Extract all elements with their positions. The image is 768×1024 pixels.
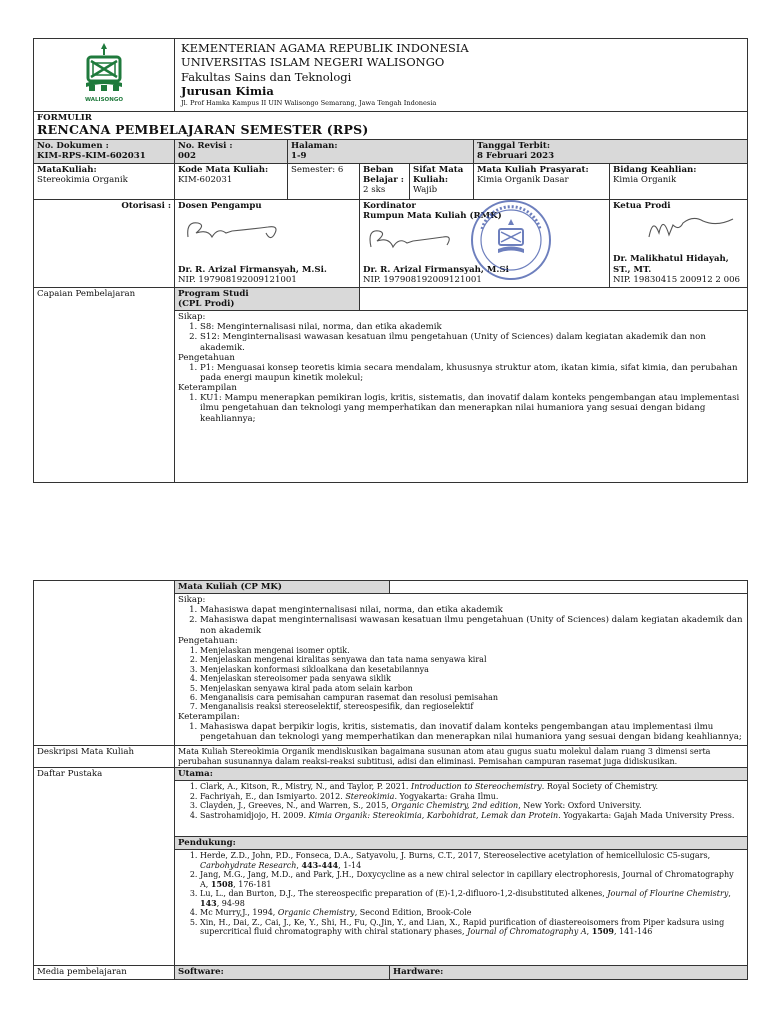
rps-detail-table — [33, 580, 748, 980]
coordinator-signature-icon — [365, 223, 475, 253]
cpmk-pengetahuan-list — [178, 646, 744, 712]
support-ref-cell — [175, 850, 748, 966]
lecturer-nip: NIP. 197908192009121001 — [178, 274, 297, 285]
description-label-cell — [34, 746, 175, 768]
cpl-content-cell — [175, 311, 748, 483]
expertise-value: Kimia Organik — [613, 175, 677, 186]
learning-outcome-label: Capaian Pembelajaran — [37, 288, 136, 299]
list-item: 4. Menjelaskan stereoisomer pada senyawa siklik — [200, 674, 744, 683]
reference-item — [200, 908, 744, 917]
hardware-label: Hardware: — [393, 967, 444, 978]
media-label: Media pembelajaran — [37, 967, 127, 978]
revision-cell — [175, 139, 288, 163]
course-name-label: MataKuliah: — [37, 164, 97, 175]
revision-value: 002 — [178, 151, 196, 162]
software-cell — [175, 966, 390, 979]
cpl-sikap-list — [178, 322, 744, 352]
list-item: 7. Menganalisis reaksi stereoselektif, stereospesifik, dan regioselektif — [200, 702, 744, 711]
list-item: 1. KU1: Mampu menerapkan pemikiran logis, kritis, sistematis, dan inovatif dalam konteks pengembangan atau implementasi ilmu pengetahuan dan teknologi yang memperhatikan dan menerapkan nilai humaniora yang sesuai dengan bidang keahliannya; — [200, 393, 744, 423]
walisongo-logo-icon — [77, 41, 131, 105]
reference-pre: Sastrohamidjojo, H. 2009. — [200, 810, 309, 820]
reference-it: Introduction to Stereochemistry — [411, 782, 542, 792]
cpmk-label-cell — [34, 581, 175, 746]
head-of-program-nip: NIP. 19830415 200912 2 006 — [613, 274, 741, 285]
reference-item — [200, 792, 744, 801]
page-cell — [288, 139, 474, 163]
reference-pre: Mc Murry,J., 1994, — [200, 908, 278, 918]
faculty-name: Fakultas Sains dan Teknologi — [181, 69, 352, 84]
form-title-cell — [34, 112, 748, 140]
reference-post: . Royal Society of Chemistry. — [541, 782, 659, 792]
list-item: 5. Menjelaskan senyawa kiral pada atom selain karbon — [200, 684, 744, 693]
reference-it: Kimia Organik: Stereokimia, Karbohidrat, Lemak dan Protein — [308, 810, 559, 820]
reference-bold: 143 — [200, 897, 217, 908]
semester-value: Semester: 6 — [291, 164, 344, 175]
coordinator-label: Kordinator — [363, 200, 416, 211]
list-item: 2. Mahasiswa dapat menginternalisasi wawasan kesatuan ilmu pengetahuan (Unity of Sciences) dalam kegiatan akademik dan non akademik — [200, 615, 744, 635]
main-ref-heading-cell — [175, 768, 748, 781]
cpl-heading-2: (CPL Prodi) — [178, 299, 235, 310]
credit-cell — [360, 163, 410, 199]
reference-pre: Fachriyah, E., dan Ismiyarto. 2012. — [200, 791, 346, 801]
media-label-cell — [34, 966, 175, 979]
cpl-heading-spacer — [360, 287, 748, 310]
reference-pre: Clayden, J., Greeves, N., and Warren, S., 2015, — [200, 801, 392, 811]
rps-title: RENCANA PEMBELAJARAN SEMESTER (RPS) — [37, 122, 369, 138]
semester-cell — [288, 163, 360, 199]
software-label: Software: — [178, 967, 224, 978]
cpmk-heading-cell — [175, 581, 390, 594]
reference-it: Journal of Flourine Chemistry — [607, 889, 729, 899]
reference-item — [200, 851, 744, 870]
reference-post: , — [296, 860, 302, 870]
description-label: Deskripsi Mata Kuliah — [37, 747, 134, 758]
cpmk-pengetahuan-label: Pengetahuan: — [178, 635, 238, 646]
prerequisite-value: Kimia Organik Dasar — [477, 175, 569, 186]
reference-pre: Clark, A., Kitson, R., Mistry, N., and Taylor, P. 2021. — [200, 782, 412, 792]
cpl-sikap-label: Sikap: — [178, 312, 206, 323]
list-item: 2. S12: Menginternalisasi wawasan kesatuan ilmu pengetahuan (Unity of Sciences) dalam kegiatan akademik dan non akademik. — [200, 332, 744, 352]
lecturer-cell — [175, 199, 360, 287]
learning-outcome-label-cell — [34, 287, 175, 482]
doc-number-label: No. Dokumen : — [37, 140, 109, 151]
cpmk-heading-spacer — [390, 581, 748, 594]
reference-bold: 1509 — [591, 925, 614, 936]
list-item: 2. Menjelaskan mengenai kiralitas senyawa dan tata nama senyawa kiral — [200, 655, 744, 664]
page-label: Halaman: — [291, 140, 338, 151]
address: Jl. Prof Hamka Kampus II UIN Walisongo Semarang, Jawa Tengah Indonesia — [181, 98, 437, 107]
head-of-program-label: Ketua Prodi — [613, 200, 671, 211]
reference-post2: , 176-181 — [233, 879, 272, 889]
reference-item — [200, 801, 744, 810]
date-value: 8 Februari 2023 — [477, 151, 555, 162]
lecturer-name: Dr. R. Arizal Firmansyah, M.Si. — [178, 264, 327, 275]
reference-post2: , 1-14 — [338, 860, 362, 870]
date-cell — [474, 139, 748, 163]
reference-pre: Jang, M.G., Jang, M.D., and Park, J.H., Doxycycline as a new chiral selector in capillary electrophoresis, Journal of Chromatography A, — [200, 870, 734, 889]
cpl-pengetahuan-list — [178, 363, 744, 383]
reference-bold: 443-444 — [301, 859, 339, 870]
head-of-program-signature-icon — [643, 211, 748, 245]
description-text: Mata Kuliah Stereokimia Organik mendiskusikan bagaimana susunan atom atau gugus suatu molekul dalam ruang 3 dimensi serta perubahan susunannya dalam reaksi-reaksi subtitusi, adisi dan eliminasi. Pemisahan campuran rasemat juga didiskusikan. — [178, 747, 711, 766]
doc-number-value: KIM-RPS-KIM-602031 — [37, 151, 146, 162]
prerequisite-label: Mata Kuliah Prasyarat: — [477, 164, 589, 175]
description-cell — [175, 746, 748, 768]
reference-pre: Xin, H., Dai, Z., Cai, J., Ke, Y., Shi, H., Fu, Q.,Jin, Y., and Lian, X., Rapid purification of diastereoisomers from Piper kadsura using supercritical fluid chromatography with chiral stationary phases, — [200, 917, 725, 936]
course-type-value: Wajib — [413, 185, 438, 196]
reference-post2: , 141-146 — [613, 926, 653, 936]
university-name: UNIVERSITAS ISLAM NEGERI WALISONGO — [181, 55, 445, 70]
rps-page-1 — [33, 38, 747, 483]
course-code-value: KIM-602031 — [178, 175, 233, 186]
list-item: 3. Menjelaskan konformasi sikloalkana dan kesetabilannya — [200, 665, 744, 674]
main-ref-cell — [175, 781, 748, 837]
cpmk-keterampilan-list — [178, 722, 744, 742]
main-ref-heading: Utama: — [178, 769, 213, 780]
reference-it: Organic Chemistry, 2nd edition — [391, 801, 519, 811]
revision-label: No. Revisi : — [178, 140, 233, 151]
head-of-program-name: Dr. Malikhatul Hidayah, ST., MT. — [613, 254, 729, 275]
cpl-heading-1: Program Studi — [178, 288, 249, 299]
reference-post2: , 94-98 — [216, 898, 245, 908]
expertise-label: Bidang Keahlian: — [613, 164, 697, 175]
reference-it: Carbohydrate Research — [200, 860, 297, 870]
reference-post: , — [728, 889, 731, 899]
cpl-keterampilan-list — [178, 393, 744, 423]
reference-item — [200, 889, 744, 908]
course-type-cell — [410, 163, 474, 199]
bibliography-label: Daftar Pustaka — [37, 769, 103, 780]
reference-it: Organic Chemistry — [277, 908, 355, 918]
support-ref-list — [178, 851, 744, 936]
coordinator-sublabel: Rumpun Mata Kuliah (RMK) — [363, 211, 502, 222]
list-item: 1. P1: Menguasai konsep teoretis kimia secara mendalam, khususnya struktur atom, ikatan kimia, sifat kimia, dan perubahan pada energi maupun kinetik molekul; — [200, 363, 744, 383]
reference-bold: 1508 — [210, 878, 234, 889]
authorization-label: Otorisasi : — [121, 200, 171, 211]
list-item: 6. Menganalisis cara pemisahan campuran rasemat dan resolusi pemisahan — [200, 693, 744, 702]
rps-header-table — [33, 38, 748, 483]
doc-number-cell — [34, 139, 175, 163]
bibliography-label-cell — [34, 768, 175, 966]
coordinator-nip: NIP. 197908192009121001 — [363, 274, 482, 285]
reference-it: Stereokimia — [345, 791, 395, 801]
list-item: 1. Menjelaskan mengenai isomer optik. — [200, 646, 744, 655]
reference-post: . Yogyakarta: Gajah Mada University Press. — [558, 810, 735, 820]
course-name-value: Stereokimia Organik — [37, 175, 128, 186]
reference-post: , Second Edition, Brook-Cole — [354, 908, 472, 918]
course-name-cell — [34, 163, 175, 199]
hardware-cell — [390, 966, 748, 979]
cpmk-keterampilan-label: Keterampilan: — [178, 711, 240, 722]
official-stamp-icon — [470, 199, 552, 281]
list-item: 1. S8: Menginternalisasi nilai, norma, dan etika akademik — [200, 322, 744, 332]
cpmk-sikap-label: Sikap: — [178, 595, 206, 606]
reference-post: . Yogyakarta: Graha Ilmu. — [394, 791, 499, 801]
authorization-label-cell — [34, 199, 175, 287]
cpl-heading-cell — [175, 287, 360, 310]
lecturer-label: Dosen Pengampu — [178, 200, 262, 211]
logo-cell — [34, 39, 175, 112]
cpmk-content-cell — [175, 594, 748, 746]
course-code-cell — [175, 163, 288, 199]
reference-it: Journal of Chromatography A — [467, 926, 587, 936]
reference-pre: Lu, L., dan Burton, D.J., The stereospecific preparation of (E)-1,2-difluoro-1,2-disubstituted alkenes, — [200, 889, 608, 899]
formulir-label: FORMULIR — [37, 113, 92, 123]
list-item: 1. Mahasiswa dapat menginternalisasi nilai, norma, dan etika akademik — [200, 605, 744, 615]
expertise-cell — [610, 163, 748, 199]
cpmk-heading: Mata Kuliah (CP MK) — [178, 582, 282, 592]
date-label: Tanggal Terbit: — [477, 140, 551, 151]
reference-item — [200, 918, 744, 937]
cpl-keterampilan-label: Keterampilan — [178, 383, 237, 394]
reference-post: , — [586, 926, 592, 936]
coordinator-name: Dr. R. Arizal Firmansyah, M.Si — [363, 264, 509, 275]
reference-item — [200, 870, 744, 889]
course-type-label: Sifat Mata Kuliah: — [413, 164, 464, 186]
prerequisite-cell — [474, 163, 610, 199]
cpl-pengetahuan-label: Pengetahuan — [178, 352, 235, 363]
logo-text: WALISONGO — [84, 97, 124, 104]
reference-post: , New York: Oxford University. — [518, 801, 642, 811]
lecturer-signature-icon — [182, 215, 292, 245]
support-ref-heading: Pendukung: — [178, 838, 236, 849]
cpmk-sikap-list — [178, 605, 744, 635]
head-of-program-cell — [610, 199, 748, 287]
page-value: 1-9 — [291, 151, 307, 162]
org-name: KEMENTERIAN AGAMA REPUBLIK INDONESIA — [181, 41, 469, 55]
list-item: 1. Mahasiswa dapat berpikir logis, kritis, sistematis, dan inovatif dalam konteks pengembangan atau implementasi ilmu pengetahuan dan teknologi yang memperhatikan dan menerapkan nilai humaniora yang sesuai dengan bidang keahliannya; — [200, 722, 744, 742]
credit-value: 2 sks — [363, 185, 386, 196]
department-name: Jurusan Kimia — [181, 84, 274, 99]
reference-item — [200, 782, 744, 791]
credit-label: Beban Belajar : — [363, 164, 404, 186]
main-ref-list — [178, 782, 744, 820]
institution-header — [175, 39, 748, 112]
reference-item — [200, 811, 744, 820]
course-code-label: Kode Mata Kuliah: — [178, 164, 269, 175]
rps-page-2 — [33, 580, 747, 980]
support-ref-heading-cell — [175, 837, 748, 850]
reference-pre: Herde, Z.D., John, P.D., Fonseca, D.A., Satyavolu, J. Burns, C.T., 2017, Stereoselective acetylation of hemicellulosic C5-sugars, — [200, 851, 711, 861]
